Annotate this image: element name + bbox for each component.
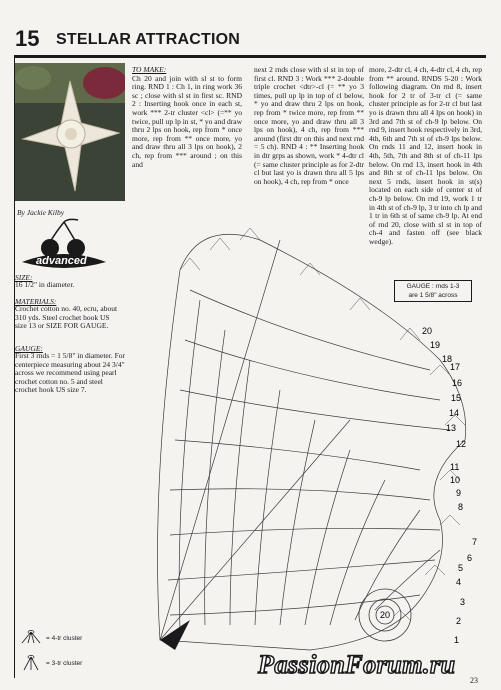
row-number: 15 [451,393,462,403]
materials-value: Crochet cotton no. 40, ecru, about 310 yds. Steel crochet hook US size 13 or SIZE FOR GAUGE. [15,304,118,331]
instructions-text-1: Ch 20 and join with sl st to form ring. RND 1 : Ch 1, in ring work 36 sc ; close with sl st in first sc. RND 2 : Inserting hook once in each st, work *** 2-tr cluster <cl> (=** yo twice, pull up lp in st, * yo and draw thru 2 lps on hook, rep from * once more, rep from ** once more, yo and draw thru all 3 lps on hook), 2 ch, rep from *** around ; on this and [132,73,242,169]
row-number: 7 [472,537,478,547]
skill-badge-text: advanced [36,255,87,267]
gauge-box-line-1: GAUGE : rnds 1-3 [406,283,460,290]
gauge-label: GAUGE: [15,344,43,353]
legend-four-tr-cluster: = 4-tr cluster [46,635,83,642]
row-number: 12 [456,439,467,449]
instructions-column-2: next 2 rnds close with sl st in top of first cl. RND 3 : Work *** 2-double triple crochet <dtr>-cl (= ** yo 3 times, pull up lp in top of cl below, * yo and draw thru 2 lps on hook, rep from * twice more, rep from ** once more, yo and draw thru all 3 lps on hook), 4 ch, rep from *** around (first dtr on this and next rnd = 5 ch). RND 4 : ** Inserting hook in dtr grps as shown, work * 4-dtr cl (= same cluster principle as for 2-dtr cl but last yo is drawn thru all 5 lps on hook), 4 ch, rep from * once [254,65,364,186]
row-number: 13 [446,423,457,433]
row-number: 19 [430,340,441,350]
pattern-number: 15 [15,26,40,51]
crochet-diagram [120,180,490,680]
row-number: 5 [458,563,464,573]
row-number: 11 [450,462,460,472]
three-tr-cluster-symbol-icon [18,655,44,671]
four-tr-cluster-symbol-icon [18,630,44,644]
row-number: 9 [456,488,462,498]
watermark: PassionForum.ru [258,650,456,679]
row-number: 1 [454,635,460,645]
row-number: 8 [458,502,464,512]
doily-photo [15,63,125,201]
byline: By Jackie Kilby [17,208,65,217]
gauge-value: First 3 rnds = 1 5/8" in diameter. For centerpiece measuring about 24 3/4" across we recommend using pearl crochet cotton no. 5 and steel crochet hook US size 7. [15,351,125,395]
to-make-label: TO MAKE: [132,65,167,74]
row-number: 2 [456,616,462,626]
size-value: 16 1/2" in diameter. [15,280,75,289]
instructions-column-3: more, 2-dtr cl, 4 ch, 4-dtr cl, 4 ch, rep from ** around. RNDS 5-20 : Work following diagram. On rnd 8, insert hook for 2 tr of 3-tr cl (= same cluster principle as for 2-tr cl but last yo is drawn thru all 4 lps on hook) in 3rd and 7th st of ch-9 lp below. On rnd 9, insert hook respectively in 3rd, 4th, 6th and 7th st of ch-9 lps below. On rnds 11 and 12, insert hook in 4th, 5th, 7th and 8th st of ch-11 lps below. On rnd 13, insert hook in 4th and 8th st of ch-11 lps below. On next 5 rnds, insert hook in st(s) located on each side of center st of ch-9 lp below. On rnd 19, work 1 tr in 4th st of ch-9 lp, 3 tr into ch lp and 1 tr in 6th st of same ch-9 lp. At end of rnd 20, close with sl st in top of ch-4 and fasten off (see black wedge). [369,65,482,246]
row-number: 3 [460,597,466,607]
row-number: 4 [456,577,462,587]
row-number: 16 [452,378,463,388]
materials-label: MATERIALS: [15,297,57,306]
size-label: SIZE: [15,273,33,282]
row-number: 18 [442,354,453,364]
diagram-center-label: 20 [379,610,391,620]
row-number: 20 [422,326,433,336]
page-title: STELLAR ATTRACTION [56,31,241,48]
row-number: 17 [450,362,461,372]
advanced-skill-logo [20,218,108,278]
row-number: 6 [467,553,473,563]
gauge-box [394,280,472,302]
instructions-column-1 [132,66,242,169]
row-number: 14 [449,408,460,418]
title-rule [14,55,486,58]
legend-three-tr-cluster: = 3-tr cluster [46,660,83,667]
row-number: 10 [450,475,461,485]
gauge-box-line-2: are 1 5/8" across [408,292,458,299]
page-number: 23 [470,676,478,685]
